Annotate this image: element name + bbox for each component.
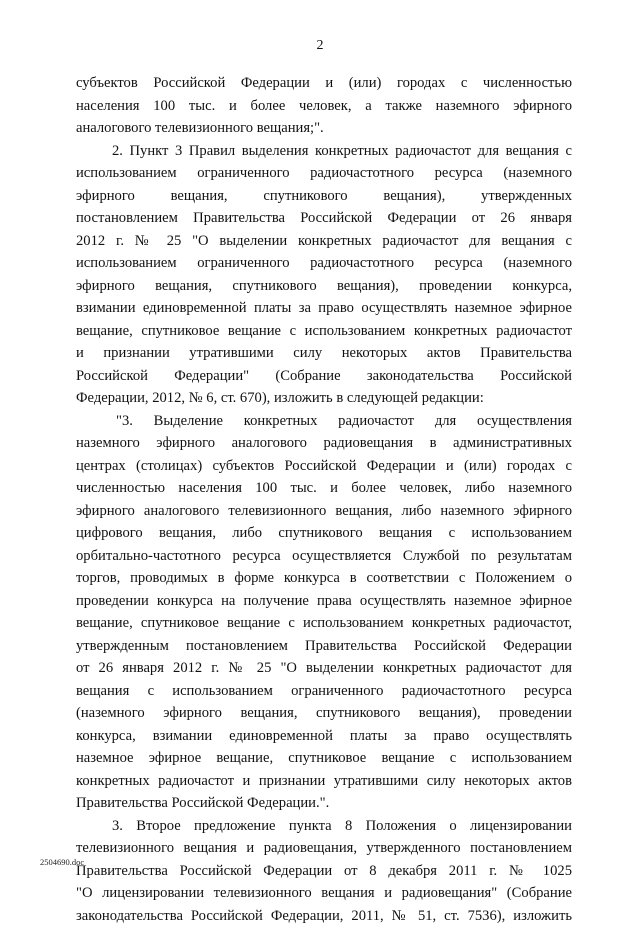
text-line: Правительства Российской Федерации от 8 декабря 2011 г. № 1025 xyxy=(76,860,572,883)
text-line: "О лицензировании телевизионного вещания и радиовещания" (Собрание xyxy=(76,882,572,905)
text-line: вещания с использованием ограниченного радиочастотного ресурса xyxy=(76,680,572,703)
text-line: орбитально-частотного ресурса осуществляется Службой по результатам xyxy=(76,545,572,568)
text-line: конкретных радиочастот и признании утратившими силу некоторых актов xyxy=(76,770,572,793)
text-line: эфирного вещания, спутникового вещания), проведении конкурса, xyxy=(76,275,572,298)
text-line: наземное эфирное вещание, спутниковое вещание с использованием xyxy=(76,747,572,770)
text-line: субъектов Российской Федерации и (или) городах с численностью xyxy=(76,72,572,95)
text-line: центрах (столицах) субъектов Российской Федерации и (или) городах с xyxy=(76,455,572,478)
text-line: телевизионного вещания и радиовещания, утвержденного постановлением xyxy=(76,837,572,860)
page-number: 2 xyxy=(0,38,640,54)
text-line: эфирного аналогового телевизионного вещания, либо наземного эфирного xyxy=(76,500,572,523)
document-body xyxy=(76,72,572,927)
text-line: (наземного эфирного вещания, спутникового вещания), проведении xyxy=(76,702,572,725)
text-line: использованием ограниченного радиочастотного ресурса (наземного xyxy=(76,252,572,275)
text-line: 2. Пункт 3 Правил выделения конкретных радиочастот для вещания с xyxy=(76,140,572,163)
footer-filename: 2504690.doc xyxy=(40,857,84,867)
text-line: и признании утратившими силу некоторых актов Правительства xyxy=(76,342,572,365)
text-line: Российской Федерации" (Собрание законодательства Российской xyxy=(76,365,572,388)
text-line: Правительства Российской Федерации.". xyxy=(76,792,572,815)
text-line: 2012 г. № 25 "О выделении конкретных радиочастот для вещания с xyxy=(76,230,572,253)
text-line: населения 100 тыс. и более человек, а также наземного эфирного xyxy=(76,95,572,118)
paragraph-continuation xyxy=(76,72,572,140)
paragraph-item-2 xyxy=(76,140,572,410)
text-line: 3. Второе предложение пункта 8 Положения о лицензировании xyxy=(76,815,572,838)
paragraph-item-3 xyxy=(76,815,572,927)
text-line: утвержденным постановлением Правительства Российской Федерации xyxy=(76,635,572,658)
text-line: взимании единовременной платы за право осуществлять наземное эфирное xyxy=(76,297,572,320)
paragraph-quoted-point-3 xyxy=(76,410,572,815)
text-line: вещание, спутниковое вещание с использованием конкретных радиочастот, xyxy=(76,612,572,635)
text-line: торгов, проводимых в форме конкурса в соответствии с Положением о xyxy=(76,567,572,590)
text-line: эфирного вещания, спутникового вещания), утвержденных xyxy=(76,185,572,208)
text-line: использованием ограниченного радиочастотного ресурса (наземного xyxy=(76,162,572,185)
text-line: от 26 января 2012 г. № 25 "О выделении конкретных радиочастот для xyxy=(76,657,572,680)
text-line: постановлением Правительства Российской Федерации от 26 января xyxy=(76,207,572,230)
text-line: аналогового телевизионного вещания;". xyxy=(76,117,572,140)
text-line: вещание, спутниковое вещание с использованием конкретных радиочастот xyxy=(76,320,572,343)
text-line: проведении конкурса на получение права осуществлять наземное эфирное xyxy=(76,590,572,613)
text-line: наземного эфирного аналогового радиовещания в административных xyxy=(76,432,572,455)
text-line: Федерации, 2012, № 6, ст. 670), изложить в следующей редакции: xyxy=(76,387,572,410)
text-line: "3. Выделение конкретных радиочастот для осуществления xyxy=(76,410,572,433)
text-line: цифрового вещания, либо спутникового вещания с использованием xyxy=(76,522,572,545)
text-line: законодательства Российской Федерации, 2011, № 51, ст. 7536), изложить xyxy=(76,905,572,927)
text-line: численностью населения 100 тыс. и более человек, либо наземного xyxy=(76,477,572,500)
text-line: конкурса, взимании единовременной платы за право осуществлять xyxy=(76,725,572,748)
